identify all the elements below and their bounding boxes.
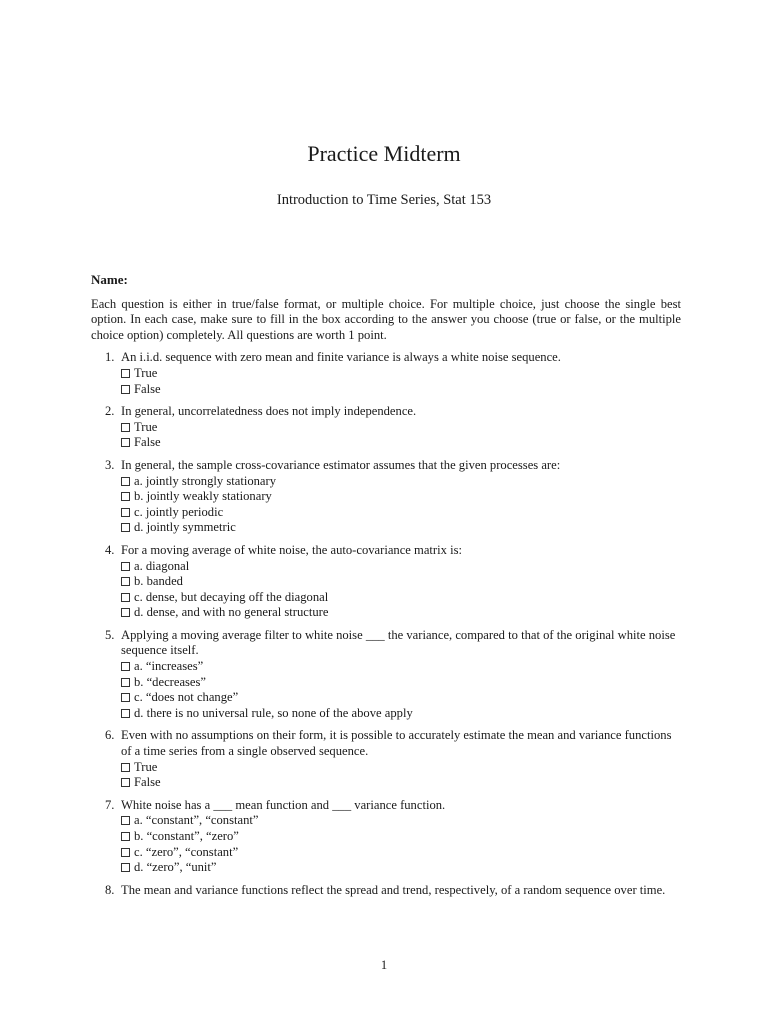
answer-option[interactable] [121,775,681,791]
option-label: False [134,775,161,790]
answer-option[interactable] [121,845,681,861]
answer-option[interactable] [121,590,681,606]
question-number: 3. [105,457,115,472]
answer-option[interactable] [121,659,681,675]
question-number: 1. [105,350,115,365]
option-label: True [134,365,158,380]
option-label: d. there is no universal rule, so none of the above apply [134,705,413,720]
option-label: b. “decreases” [134,674,207,689]
option-label: c. dense, but decaying off the diagonal [134,589,329,604]
answer-option[interactable] [121,382,681,398]
instructions-paragraph: Each question is either in true/false format, or multiple choice. For multiple choice, just choose the single best option. In each case, make sure to fill in the box according to the answer you choose (true or false, or the multiple choice option) completely. All questions are worth 1 point. [91,296,681,342]
question-text: In general, uncorrelatedness does not imply independence. [121,404,417,419]
page-number: 1 [380,958,388,972]
checkbox-icon[interactable] [121,423,130,432]
option-label: a. diagonal [134,558,190,573]
question-8 [91,883,681,899]
option-label: False [134,381,161,396]
checkbox-icon[interactable] [121,508,130,517]
answer-option[interactable] [121,489,681,505]
checkbox-icon[interactable] [121,662,130,671]
name-label: Name: [91,272,128,287]
page-subtitle: Introduction to Time Series, Stat 153 [276,192,492,208]
exam-content [91,272,681,898]
answer-option[interactable] [121,559,681,575]
answer-option[interactable] [121,474,681,490]
checkbox-icon[interactable] [121,477,130,486]
question-4 [91,543,681,621]
option-label: c. jointly periodic [134,504,224,519]
question-number: 7. [105,797,115,812]
option-label: b. “constant”, “zero” [134,829,239,843]
answer-option[interactable] [121,706,681,722]
question-text: An i.i.d. sequence with zero mean and finite variance is always a white noise sequence. [121,350,561,365]
answer-option[interactable] [121,813,681,829]
checkbox-icon[interactable] [121,577,130,586]
question-text: For a moving average of white noise, the auto-covariance matrix is: [121,542,462,557]
answer-option[interactable] [121,505,681,521]
checkbox-icon[interactable] [121,438,130,447]
checkbox-icon[interactable] [121,593,130,602]
option-label: a. “constant”, “constant” [134,813,259,828]
question-text: Applying a moving average filter to white noise ___ the variance, compared to that of the original white noise sequence itself. [121,627,676,658]
option-label: True [134,759,158,774]
question-number: 5. [105,627,115,642]
option-label: b. banded [134,574,183,589]
checkbox-icon[interactable] [121,693,130,702]
question-number: 2. [105,404,115,419]
question-number: 8. [105,882,115,897]
checkbox-icon[interactable] [121,863,130,872]
answer-option[interactable] [121,860,681,876]
question-5 [91,628,681,722]
question-number: 6. [105,728,115,743]
answer-option[interactable] [121,420,681,436]
checkbox-icon[interactable] [121,778,130,787]
checkbox-icon[interactable] [121,848,130,857]
question-list [91,350,681,898]
checkbox-icon[interactable] [121,369,130,378]
question-2 [91,404,681,451]
checkbox-icon[interactable] [121,608,130,617]
answer-option[interactable] [121,829,681,845]
option-label: a. jointly strongly stationary [134,473,277,488]
option-label: b. jointly weakly stationary [134,489,272,504]
checkbox-icon[interactable] [121,832,130,841]
question-7 [91,798,681,876]
checkbox-icon[interactable] [121,562,130,571]
answer-option[interactable] [121,435,681,451]
checkbox-icon[interactable] [121,492,130,501]
option-label: d. “zero”, “unit” [134,860,217,875]
checkbox-icon[interactable] [121,678,130,687]
checkbox-icon[interactable] [121,763,130,772]
answer-option[interactable] [121,690,681,706]
question-6 [91,728,681,790]
question-text: White noise has a ___ mean function and ___ variance function. [121,797,446,812]
question-number: 4. [105,542,115,557]
answer-option[interactable] [121,574,681,590]
answer-option[interactable] [121,520,681,536]
checkbox-icon[interactable] [121,523,130,532]
option-label: False [134,435,161,450]
option-label: d. dense, and with no general structure [134,605,329,620]
option-label: c. “does not change” [134,690,239,705]
answer-option[interactable] [121,675,681,691]
option-label: a. “increases” [134,659,204,674]
answer-option[interactable] [121,366,681,382]
option-label: d. jointly symmetric [134,520,236,535]
question-text: Even with no assumptions on their form, it is possible to accurately estimate the mean and variance functions of a time series from a single observed sequence. [121,728,672,759]
checkbox-icon[interactable] [121,385,130,394]
question-3 [91,458,681,536]
option-label: c. “zero”, “constant” [134,844,239,859]
question-1 [91,350,681,397]
option-label: True [134,419,158,434]
question-text: In general, the sample cross-covariance estimator assumes that the given processes are: [121,457,561,472]
question-text: The mean and variance functions reflect the spread and trend, respectively, of a random sequence over time. [121,882,666,897]
checkbox-icon[interactable] [121,816,130,825]
page-title: Practice Midterm [307,141,461,166]
checkbox-icon[interactable] [121,709,130,718]
answer-option[interactable] [121,605,681,621]
answer-option[interactable] [121,760,681,776]
